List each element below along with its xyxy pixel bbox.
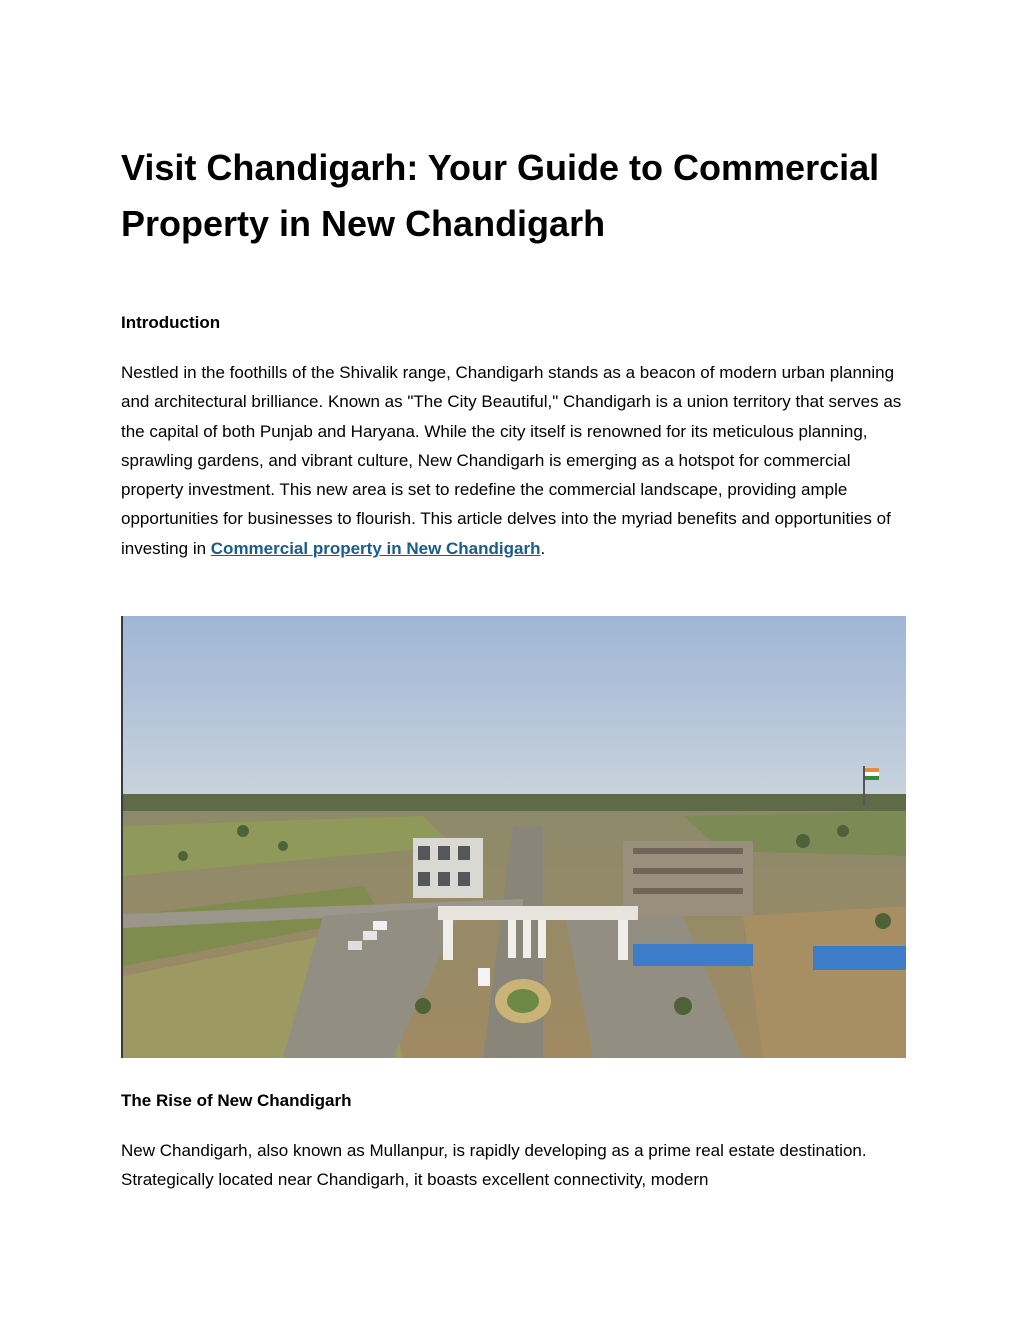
rise-paragraph: New Chandigarh, also known as Mullanpur, is rapidly developing as a prime real estate destination. Strategically located near Chandigarh, it boasts excellent connectivity, modern: [121, 1141, 867, 1190]
intro-paragraph-text: Nestled in the foothills of the Shivalik range, Chandigarh stands as a beacon of modern urban planning and architectural brilliance. Known as "The City Beautiful," Chandigarh is a union territory that serves as the capital of both Punjab and Haryana. While the city itself is renowned for its meticulous planning, sprawling gardens, and vibrant culture, New Chandigarh is emerging as a hotspot for commercial property investment. This new area is set to redefine the commercial landscape, providing ample opportunities for businesses to flourish. This article delves into the myriad benefits and opportunities of investing in: [121, 363, 902, 558]
section-heading-rise: The Rise of New Chandigarh: [121, 1091, 352, 1110]
intro-paragraph-end: .: [540, 538, 546, 558]
commercial-property-link[interactable]: Commercial property in New Chandigarh: [210, 538, 541, 558]
section-heading-introduction: Introduction: [121, 313, 221, 332]
aerial-photo-new-chandigarh: [121, 616, 906, 1058]
intro-paragraph: [121, 358, 911, 563]
page-title: Visit Chandigarh: Your Guide to Commercial Property in New Chandigarh: [121, 147, 880, 244]
